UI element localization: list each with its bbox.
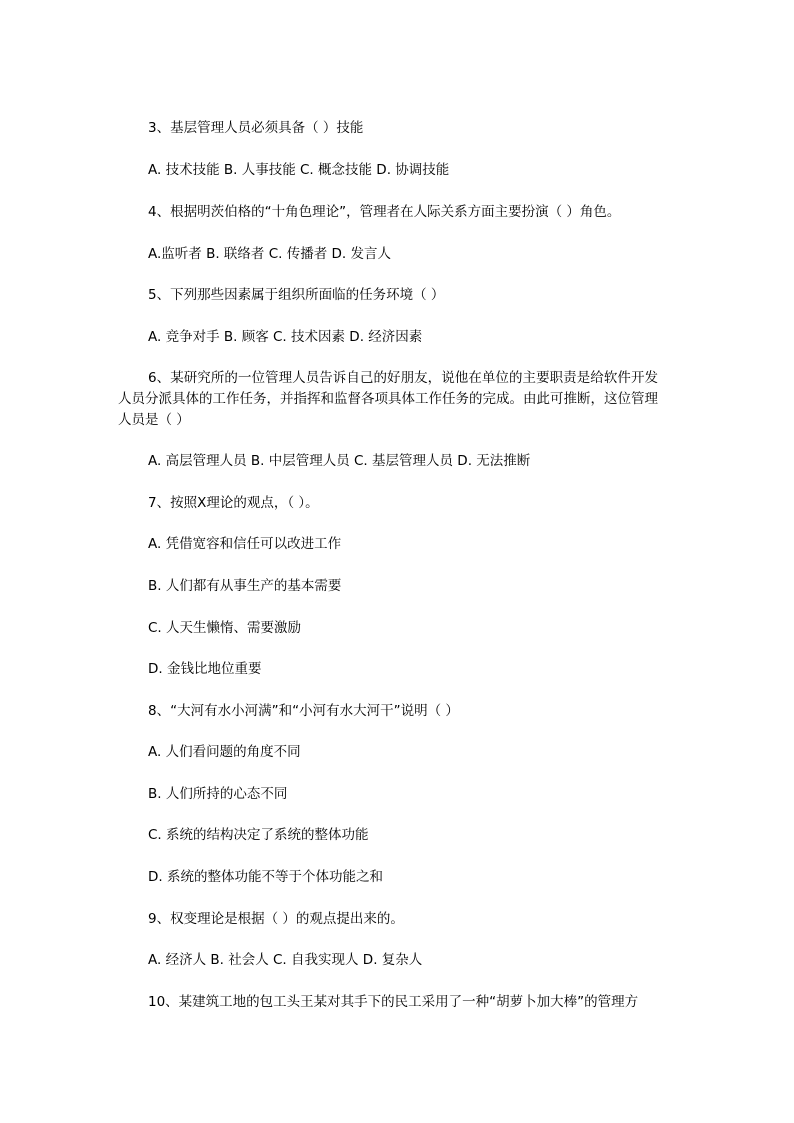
question-9: 9、权变理论是根据（ ）的观点提出来的。 [148,911,404,927]
question-4-options: A.监听者 B. 联络者 C. 传播者 D. 发言人 [148,246,391,262]
question-4: 4、根据明茨伯格的“十角色理论”，管理者在人际关系方面主要扮演（ ）角色。 [148,204,621,220]
question-7-option-c: C. 人天生懒惰、需要激励 [148,620,302,636]
question-10: 10、某建筑工地的包工头王某对其手下的民工采用了一种“胡萝卜加大棒”的管理方 [148,994,639,1010]
question-7: 7、按照X理论的观点，（ ）。 [148,495,319,511]
question-3: 3、基层管理人员必须具备（ ）技能 [148,120,364,136]
question-8-option-d: D. 系统的整体功能不等于个体功能之和 [148,869,383,885]
question-9-options: A. 经济人 B. 社会人 C. 自我实现人 D. 复杂人 [148,952,423,968]
question-8-option-c: C. 系统的结构决定了系统的整体功能 [148,827,369,843]
question-5: 5、下列那些因素属于组织所面临的任务环境（ ） [148,287,445,303]
question-8: 8、“大河有水小河满”和“小河有水大河干”说明（ ） [148,703,459,719]
question-5-options: A. 竞争对手 B. 顾客 C. 技术因素 D. 经济因素 [148,329,423,345]
question-7-option-a: A. 凭借宽容和信任可以改进工作 [148,536,342,552]
question-6: 6、某研究所的一位管理人员告诉自己的好朋友，说他在单位的主要职责是给软件开发人员分派具体的工作任务，并指挥和监督各项具体工作任务的完成。由此可推断，这位管理人员是（ ） [118,370,658,428]
question-7-option-d: D. 金钱比地位重要 [148,661,262,677]
question-7-option-b: B. 人们都有从事生产的基本需要 [148,578,342,594]
question-8-option-a: A. 人们看问题的角度不同 [148,744,301,760]
question-6-options: A. 高层管理人员 B. 中层管理人员 C. 基层管理人员 D. 无法推断 [148,453,531,469]
question-8-option-b: B. 人们所持的心态不同 [148,786,288,802]
question-3-options: A. 技术技能 B. 人事技能 C. 概念技能 D. 协调技能 [148,162,450,178]
